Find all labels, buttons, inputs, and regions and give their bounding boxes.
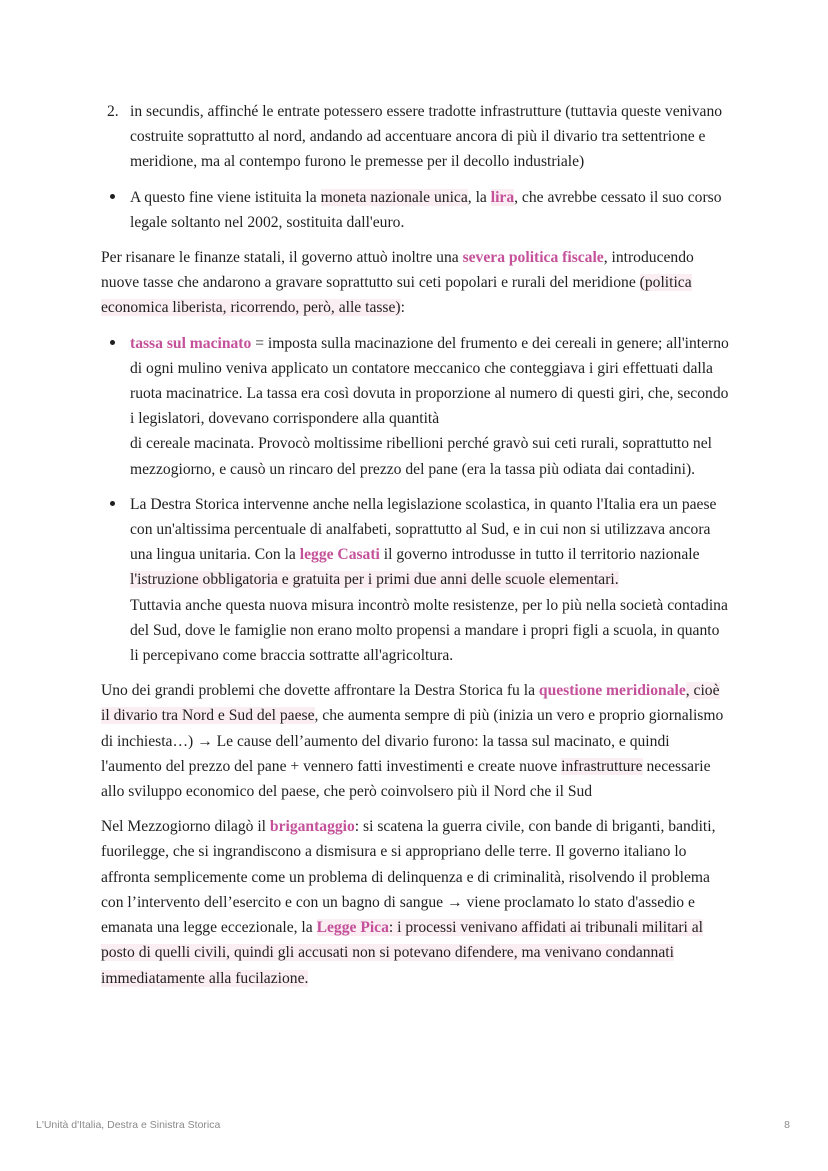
accent-term-brigantaggio: brigantaggio bbox=[269, 818, 355, 836]
bullet-list-lira bbox=[101, 185, 731, 235]
text: Uno dei grandi problemi che dovette affrontare la Destra Storica fu la bbox=[101, 682, 539, 700]
text: Tuttavia anche questa nuova misura incontrò molte resistenze, per lo più nella società contadina del Sud, dove le famiglie non erano molto propensi a mandare i propri figli a scuola, in quanto li percepivano come braccia sottratte all'agricoltura. bbox=[130, 596, 728, 665]
text: A questo fine viene istituita la bbox=[130, 188, 321, 206]
highlighted-text: infrastrutture bbox=[561, 757, 643, 775]
numbered-list bbox=[101, 99, 731, 175]
page-number: 8 bbox=[784, 1119, 790, 1131]
text: , introducendo nuove tasse che andarono a gravare soprattutto sui ceti popolari e rurali del meridione bbox=[101, 249, 694, 292]
text: = imposta sulla macinazione del frumento e dei cereali in genere; all'interno di ogni mulino veniva applicato un contatore meccanico che conteggiava i giri effettuati dalla ruota macinatrice. La tassa era così dovuta in proporzione al numero di questi giri, che, secondo i legislatori, dovevano corrispondere alla quantità bbox=[130, 334, 729, 428]
text: : bbox=[400, 299, 405, 317]
text: , la bbox=[467, 188, 491, 206]
highlighted-text: (politica economica liberista, ricorrendo, però, alle tasse) bbox=[101, 274, 692, 317]
text: Per risanare le finanze statali, il governo attuò inoltre una bbox=[101, 249, 463, 267]
text: , che avrebbe cessato il suo corso legale soltanto nel 2002, sostituita dall'euro. bbox=[130, 188, 722, 231]
highlighted-text: , cioè il divario tra Nord e Sud del paese bbox=[101, 682, 720, 725]
list-number: 2. bbox=[107, 103, 119, 120]
accent-term-politica-fiscale: severa politica fiscale bbox=[462, 249, 604, 267]
accent-term-lira: lira bbox=[490, 188, 515, 206]
list-item bbox=[101, 331, 731, 482]
bullet-icon bbox=[110, 331, 115, 356]
highlighted-text: : i processi venivano affidati ai tribunali militari al posto di quelli civili, quindi gli accusati non si potevano difendere, ma venivano condannati immediatamente alla fucilazione. bbox=[101, 919, 704, 987]
accent-term-tassa-macinato: tassa sul macinato bbox=[130, 334, 252, 352]
text: La Destra Storica intervenne anche nella legislazione scolastica, in quanto l'Italia era un paese con un'altissima percentuale di analfabeti, soprattutto al Sud, e in cui non si utilizzava ancora una lingua unitaria. Con la bbox=[130, 495, 717, 564]
accent-term-legge-casati: legge Casati bbox=[299, 546, 380, 564]
bullet-list-tasse bbox=[101, 331, 731, 669]
text: , che aumenta sempre di più (inizia un vero e proprio giornalismo di inchiesta…) → Le cause dell’aumento del divario furono: la tassa sul macinato, e quindi l'aumento del prezzo del pane + vennero fatti investimenti e create nuove bbox=[101, 707, 724, 775]
bullet-icon bbox=[110, 492, 115, 517]
paragraph-politica-fiscale bbox=[101, 245, 731, 321]
paragraph-questione-meridionale bbox=[101, 678, 731, 804]
list-item-text: in secundis, affinché le entrate potessero essere tradotte infrastrutture (tuttavia queste venivano costruite soprattutto al nord, andando ad accentuare ancora di più il divario tra settentrione e meridione, ma al contempo furono le premesse per il decollo industriale) bbox=[130, 103, 723, 171]
footer-title: L'Unità d'Italia, Destra e Sinistra Storica bbox=[36, 1119, 221, 1131]
highlighted-text: moneta nazionale unica bbox=[320, 188, 468, 206]
text: Nel Mezzogiorno dilagò il bbox=[101, 818, 270, 836]
accent-term-legge-pica: Legge Pica bbox=[316, 919, 389, 937]
paragraph-brigantaggio bbox=[101, 814, 731, 990]
text: di cereale macinata. Provocò moltissime ribellioni perché gravò sui ceti rurali, soprattutto nel mezzogiorno, e causò un rincaro del prezzo del pane (era la tassa più odiata dai contadini). bbox=[130, 435, 712, 478]
accent-term-questione-meridionale: questione meridionale bbox=[538, 682, 686, 700]
list-item bbox=[101, 99, 731, 175]
text: : si scatena la guerra civile, con bande di briganti, banditi, fuorilegge, che si ingrandiscono a dismisura e si appropriano delle terre. Il governo italiano lo affronta semplicemente come un problema di delinquenza e di criminalità, risolvendo il problema con l’intervento dell’esercito e con un bagno di sangue → viene proclamato lo stato d'assedio e emanata una legge eccezionale, la bbox=[101, 818, 716, 937]
list-item bbox=[101, 185, 731, 235]
list-item bbox=[101, 492, 731, 668]
bullet-icon bbox=[110, 185, 115, 210]
highlighted-text: l'istruzione obbligatoria e gratuita per i primi due anni delle scuole elementari. bbox=[130, 571, 619, 589]
document-page bbox=[101, 99, 731, 1001]
text: necessarie allo sviluppo economico del paese, che però coinvolsero più il Nord che il Sud bbox=[101, 757, 711, 801]
text: il governo introdusse in tutto il territorio nazionale bbox=[379, 546, 700, 564]
